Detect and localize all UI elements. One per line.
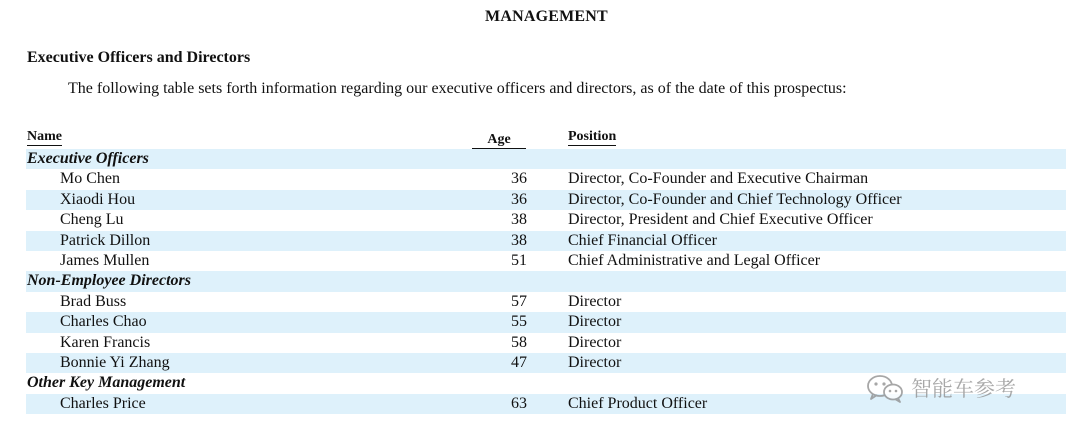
wechat-icon [865, 373, 905, 403]
cell-name: Patrick Dillon [60, 231, 151, 249]
cell-name: Brad Buss [60, 292, 127, 310]
cell-name: James Mullen [60, 251, 150, 269]
table-row [26, 169, 1066, 189]
table-row [26, 251, 1066, 271]
table-row [26, 231, 1066, 251]
table-row [26, 210, 1066, 230]
cell-name: Bonnie Yi Zhang [60, 353, 170, 371]
group-header-executive-officers [26, 149, 1066, 169]
header-age: Age [472, 132, 526, 149]
table-row [26, 292, 1066, 312]
document-title: MANAGEMENT [485, 8, 608, 25]
group-label: Other Key Management [27, 374, 186, 392]
cell-position: Chief Administrative and Legal Officer [568, 251, 821, 269]
table-row [26, 190, 1066, 210]
cell-position: Director, Co-Founder and Chief Technology Officer [568, 190, 902, 208]
cell-position: Chief Product Officer [568, 394, 708, 412]
intro-paragraph: The following table sets forth information regarding our executive officers and directors, as of the date of this prospectus: [68, 80, 847, 97]
cell-age: 63 [511, 394, 527, 412]
cell-name: Xiaodi Hou [60, 190, 136, 208]
cell-name: Charles Chao [60, 313, 147, 331]
table-row [26, 333, 1066, 353]
table-row [26, 353, 1066, 373]
table-header [26, 128, 1066, 149]
cell-age: 36 [511, 190, 527, 208]
header-name: Name [27, 129, 62, 144]
cell-age: 38 [511, 231, 527, 249]
cell-age: 58 [511, 333, 527, 351]
cell-position: Director [568, 292, 622, 310]
cell-position: Director [568, 333, 622, 351]
cell-age: 38 [511, 211, 527, 229]
cell-position: Director, Co-Founder and Executive Chairman [568, 170, 869, 188]
group-label: Executive Officers [27, 150, 149, 167]
cell-age: 51 [511, 251, 527, 269]
cell-age: 36 [511, 170, 527, 188]
watermark [865, 372, 1016, 404]
cell-age: 57 [511, 292, 527, 310]
cell-name: Cheng Lu [60, 211, 124, 229]
header-position: Position [568, 129, 617, 144]
cell-age: 55 [511, 313, 527, 331]
cell-name: Karen Francis [60, 333, 151, 351]
cell-age: 47 [511, 353, 527, 371]
cell-name: Charles Price [60, 394, 146, 412]
cell-position: Director [568, 353, 622, 371]
cell-name: Mo Chen [60, 170, 120, 188]
cell-position: Chief Financial Officer [568, 231, 717, 249]
section-heading: Executive Officers and Directors [27, 49, 251, 66]
group-label: Non-Employee Directors [27, 272, 191, 290]
watermark-text: 智能车参考 [911, 377, 1016, 401]
cell-position: Director, President and Chief Executive Officer [568, 211, 873, 229]
group-header-non-employee-directors [26, 271, 1066, 291]
cell-position: Director [568, 313, 622, 331]
table-row [26, 312, 1066, 332]
